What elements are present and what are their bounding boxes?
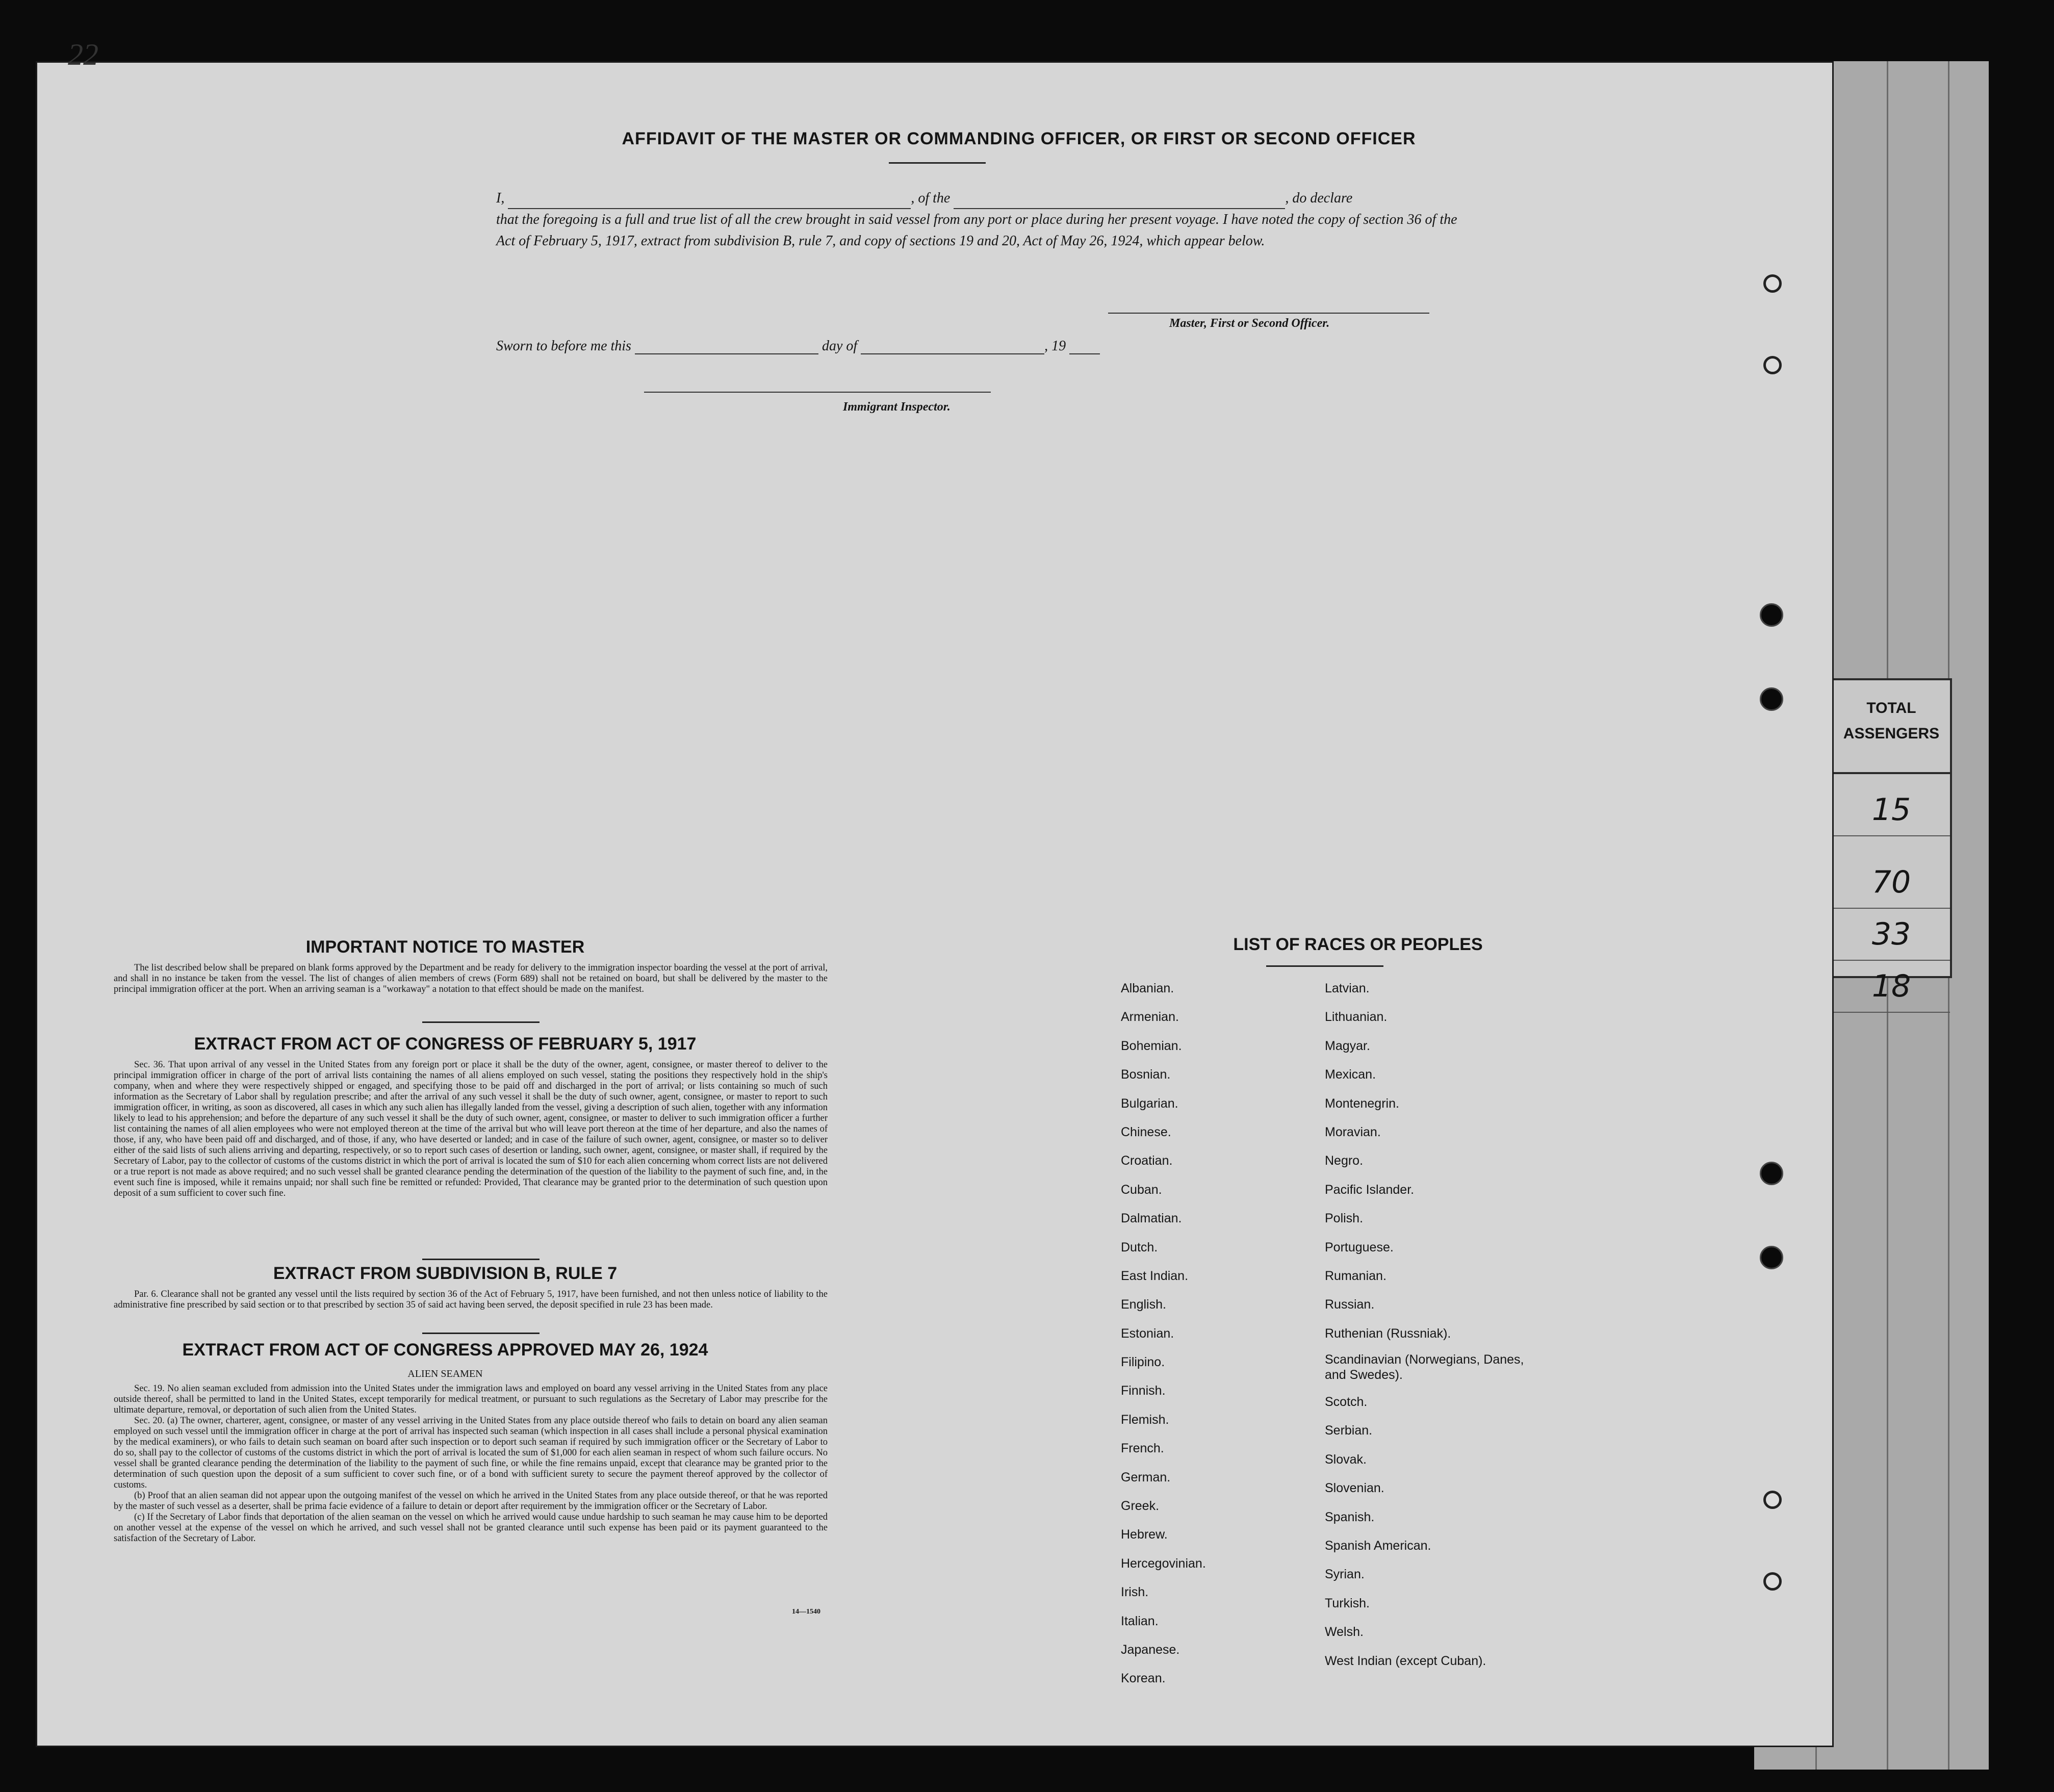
sec-19-paragraph: Sec. 19. No alien seaman excluded from admission into the United States under the immigration laws and employed on board any vessel arriving in the United States from any place outside thereof, shall be permitted to land in the United States, except temporarily for medical treatment, or pursuant to such regulations as the Secretary of Labor may prescribe for the ultimate departure, removal, or deportation of such alien from the United States. [114,1384,828,1415]
divider [889,162,986,164]
extract-rule7-title: EXTRACT FROM SUBDIVISION B, RULE 7 [273,1264,618,1283]
race-item: Polish. [1325,1211,1364,1226]
races-right-column [1325,978,1539,1679]
of-the-label: , of the [911,190,951,206]
year-label: , 19 [1044,338,1066,354]
races-left-column [1121,978,1206,1697]
master-signature-label: Master, First or Second Officer. [1169,317,1330,330]
race-item: Hebrew. [1121,1527,1168,1542]
vessel-blank[interactable] [954,195,1285,209]
total-passengers-header [1833,680,1950,774]
binder-ring [1763,1572,1782,1591]
total-value: 70 [1833,857,1950,909]
race-item: Slovak. [1325,1452,1367,1467]
race-item: Spanish. [1325,1509,1375,1524]
total-value: 15 [1833,784,1950,836]
extract-1917-paragraph: Sec. 36. That upon arrival of any vessel in the United States from any foreign port or place it shall be the duty of the owner, agent, consignee, or master thereof to deliver to the principal immigration officer in charge of the port of arrival lists containing the names of all aliens employed on such vessel, stating the positions they respectively hold in the ship's company, when and where they were respectively shipped or engaged, and specifying those to be paid off and discharged in the port of arrival; or lists containing so much of such information as the Secretary of Labor shall by regulation prescribe; and after the arrival of any such vessel it shall be the duty of such owner, agent, consignee, or master to report to such immigration officer, in writing, as soon as discovered, all cases in which any such alien has illegally landed from the vessel, giving a description of such alien, together with any information likely to lead to his apprehension; and before the departure of any such vessel it shall be the duty of such owner, agent, consignee, or master to deliver to such immigration officer a further list containing the names of all alien employees who were not employed thereon at the time of the arrival but who will leave port thereon at the time of her departure, and also the names of those, if any, who have been paid off and discharged, and of those, if any, who have deserted or landed; and in case of the failure of such owner, agent, consignee, or master so to deliver either of the said lists of such aliens arriving and departing, respectively, or so to report such cases of desertion or landing, such owner, agent, consignee, or master shall, if required by the Secretary of Labor, pay to the collector of customs of the customs district in which the port of arrival is located the sum of $10 for each alien concerning whom correct lists are not delivered or a true report is not made as above required; and no such vessel shall be granted clearance pending the determination of the question of the liability to the payment of such fine, and, in the event such fine is imposed, while it remains unpaid; nor shall such fine be remitted or refunded: Provided, That clearance may be granted prior to the determination of such question upon deposit of a sum sufficient to cover such fine. [114,1060,828,1198]
extract-1917-title: EXTRACT FROM ACT OF CONGRESS OF FEBRUARY 5, 1917 [194,1034,697,1054]
sworn-year-blank[interactable] [1069,340,1100,354]
race-item: West Indian (except Cuban). [1325,1653,1486,1668]
name-blank[interactable] [508,195,911,209]
race-item: Latvian. [1325,981,1370,995]
page-corner-note: 22 [68,38,98,71]
race-item: East Indian. [1121,1268,1189,1283]
affidavit-title: AFFIDAVIT OF THE MASTER OR COMMANDING OFFICER, OR FIRST OR SECOND OFFICER [622,129,1416,148]
race-item: Croatian. [1121,1154,1173,1168]
race-item: Irish. [1121,1585,1149,1600]
race-item: Albanian. [1121,981,1174,995]
race-item: Portuguese. [1325,1240,1394,1255]
race-item: Mexican. [1325,1067,1376,1082]
inspector-signature-label: Immigrant Inspector. [843,400,951,414]
total-header-line-1: TOTAL [1866,700,1916,716]
race-item: Pacific Islander. [1325,1182,1415,1197]
binder-ring [1763,274,1782,293]
extract-1924-title: EXTRACT FROM ACT OF CONGRESS APPROVED MAY 26, 1924 [182,1340,708,1360]
race-item: Lithuanian. [1325,1010,1388,1025]
race-item: Korean. [1121,1671,1166,1686]
race-item: Bohemian. [1121,1038,1182,1053]
race-item: English. [1121,1297,1166,1312]
race-item: Bulgarian. [1121,1096,1178,1111]
extract-rule7-text [114,1289,828,1311]
extract-1924-text [114,1384,828,1544]
race-item: Greek. [1121,1499,1160,1514]
race-item: Bosnian. [1121,1067,1171,1082]
race-item: Montenegrin. [1325,1096,1399,1111]
sec-20a-paragraph: Sec. 20. (a) The owner, charterer, agent, consignee, or master of any vessel arriving in the United States from any place outside thereof who fails to detain on board any alien seaman employed on such vessel until the immigration officer in charge at the port of arrival has inspected such seaman (which inspection in all cases shall include a personal physical examination by the medical examiners), or who fails to detain such seaman on board after such inspection or to deport such seaman if required by such immigration officer or the Secretary of Labor to do so, shall pay to the collector of customs of the customs district in which the port of arrival is located the sum of $1,000 for each alien seaman in respect of whom such failure occurs. No vessel shall be granted clearance pending the determination of the liability to the payment of such fine, or while the fine remains unpaid, except that clearance may be granted prior to the determination of such question upon the deposit of a sum sufficient to cover such fine, or of a bond with sufficient surety to secure the payment thereof approved by the collector of customs. [114,1416,828,1490]
race-item: Cuban. [1121,1182,1162,1197]
race-item: Italian. [1121,1614,1159,1628]
do-declare-label: , do declare [1285,190,1353,206]
notice-paragraph: The list described below shall be prepared on blank forms approved by the Department and be ready for delivery to the immigration inspector boarding the vessel at the port of arrival, and shall in no instance be taken from the vessel. The list of changes of alien members of crews (Form 689) shall not be retained on board, but shall be delivered by the master to the principal immigration officer at the port. When an arriving seaman is a "workaway" a notation to that effect should be made on the manifest. [114,963,828,994]
sworn-prefix: Sworn to before me this [496,338,631,354]
affidavit-text: that the foregoing is a full and true list of all the crew brought in said vessel from any port or place during her present voyage. I have noted the copy of section 36 of the Act of February 5, 1917, extract from subdivision B, rule 7, and copy of sections 19 and 20, Act of May 26, 1924, which appear below. [496,212,1457,249]
notice-title: IMPORTANT NOTICE TO MASTER [305,937,585,957]
race-item: Japanese. [1121,1642,1180,1657]
race-item: Finnish. [1121,1384,1166,1398]
total-value: 33 [1833,909,1950,961]
extract-rule7-paragraph: Par. 6. Clearance shall not be granted any vessel until the lists required by section 36 of the Act of February 5, 1917, have been furnished, and not then unless notice of liability to the administrative fine prescribed by said section or to that prescribed by section 35 of said act having been served, the deposit specified in rule 23 has been made. [114,1289,828,1310]
total-value: 18 [1833,961,1950,1013]
race-item: Chinese. [1121,1124,1171,1139]
binder-hole [1760,687,1783,711]
alien-seamen-subtitle: ALIEN SEAMEN [407,1368,483,1379]
sec-20c-paragraph: (c) If the Secretary of Labor finds that deportation of the alien seaman on the vessel on which he arrived would cause undue hardship to such seaman he may cause him to be deported on another vessel at the expense of the vessel on which he arrived, and such vessel shall not be granted clearance until such expense has been paid or its payment guaranteed to the satisfaction of the Secretary of Labor. [114,1512,828,1544]
race-item: Turkish. [1325,1596,1370,1610]
extract-1917-text [114,1060,828,1199]
binder-hole [1760,603,1783,627]
total-passengers-box [1831,678,1952,1004]
race-item: Ruthenian (Russniak). [1325,1326,1451,1341]
race-item: Rumanian. [1325,1268,1387,1283]
race-item: Russian. [1325,1297,1375,1312]
divider [422,1333,540,1334]
race-item: Negro. [1325,1154,1364,1168]
form-code: 14—1540 [792,1608,820,1616]
sec-20b-paragraph: (b) Proof that an alien seaman did not appear upon the outgoing manifest of the vessel on which he arrived in the United States from any place outside thereof, or that he was reported by the master of such vessel as a deserter, shall be prima facie evidence of a failure to detain or deport after requirement by the immigration officer or the Secretary of Labor. [114,1491,828,1512]
divider [1266,965,1383,967]
race-item: Filipino. [1121,1355,1165,1370]
affidavit-body [496,188,1465,252]
total-header-line-2: ASSENGERS [1843,725,1940,742]
race-item: Syrian. [1325,1567,1365,1582]
master-signature-line[interactable] [1108,313,1429,314]
binder-hole [1760,1162,1783,1185]
binder-ring [1763,1491,1782,1509]
binder-hole [1760,1246,1783,1269]
sworn-day-blank[interactable] [635,340,818,354]
race-item: Magyar. [1325,1038,1370,1053]
day-of-label: day of [821,338,858,354]
sworn-line [496,338,1100,354]
race-item: Spanish American. [1325,1539,1431,1553]
sworn-month-blank[interactable] [861,340,1044,354]
race-item: Serbian. [1325,1423,1373,1438]
binder-ring [1763,356,1782,374]
race-item: Moravian. [1325,1124,1381,1139]
inspector-signature-line[interactable] [644,392,991,393]
notice-text [114,963,828,995]
race-item: Dalmatian. [1121,1211,1182,1226]
race-item: Scotch. [1325,1395,1368,1410]
i-label: I, [496,190,505,206]
race-item: Scandinavian (Norwegians, Danes, and Swedes). [1325,1352,1524,1383]
race-item: Slovenian. [1325,1481,1384,1496]
race-item: Dutch. [1121,1240,1158,1255]
affidavit-declaration-line [496,188,1465,209]
race-item: Hercegovinian. [1121,1556,1206,1571]
race-item: French. [1121,1441,1164,1456]
race-item: Welsh. [1325,1625,1364,1640]
race-item: Estonian. [1121,1326,1174,1341]
race-item: German. [1121,1470,1171,1484]
race-item: Armenian. [1121,1010,1179,1025]
race-item: Flemish. [1121,1412,1169,1427]
races-title: LIST OF RACES OR PEOPLES [1233,935,1483,954]
divider [422,1021,540,1023]
form-page [36,38,1834,1747]
divider [422,1259,540,1260]
